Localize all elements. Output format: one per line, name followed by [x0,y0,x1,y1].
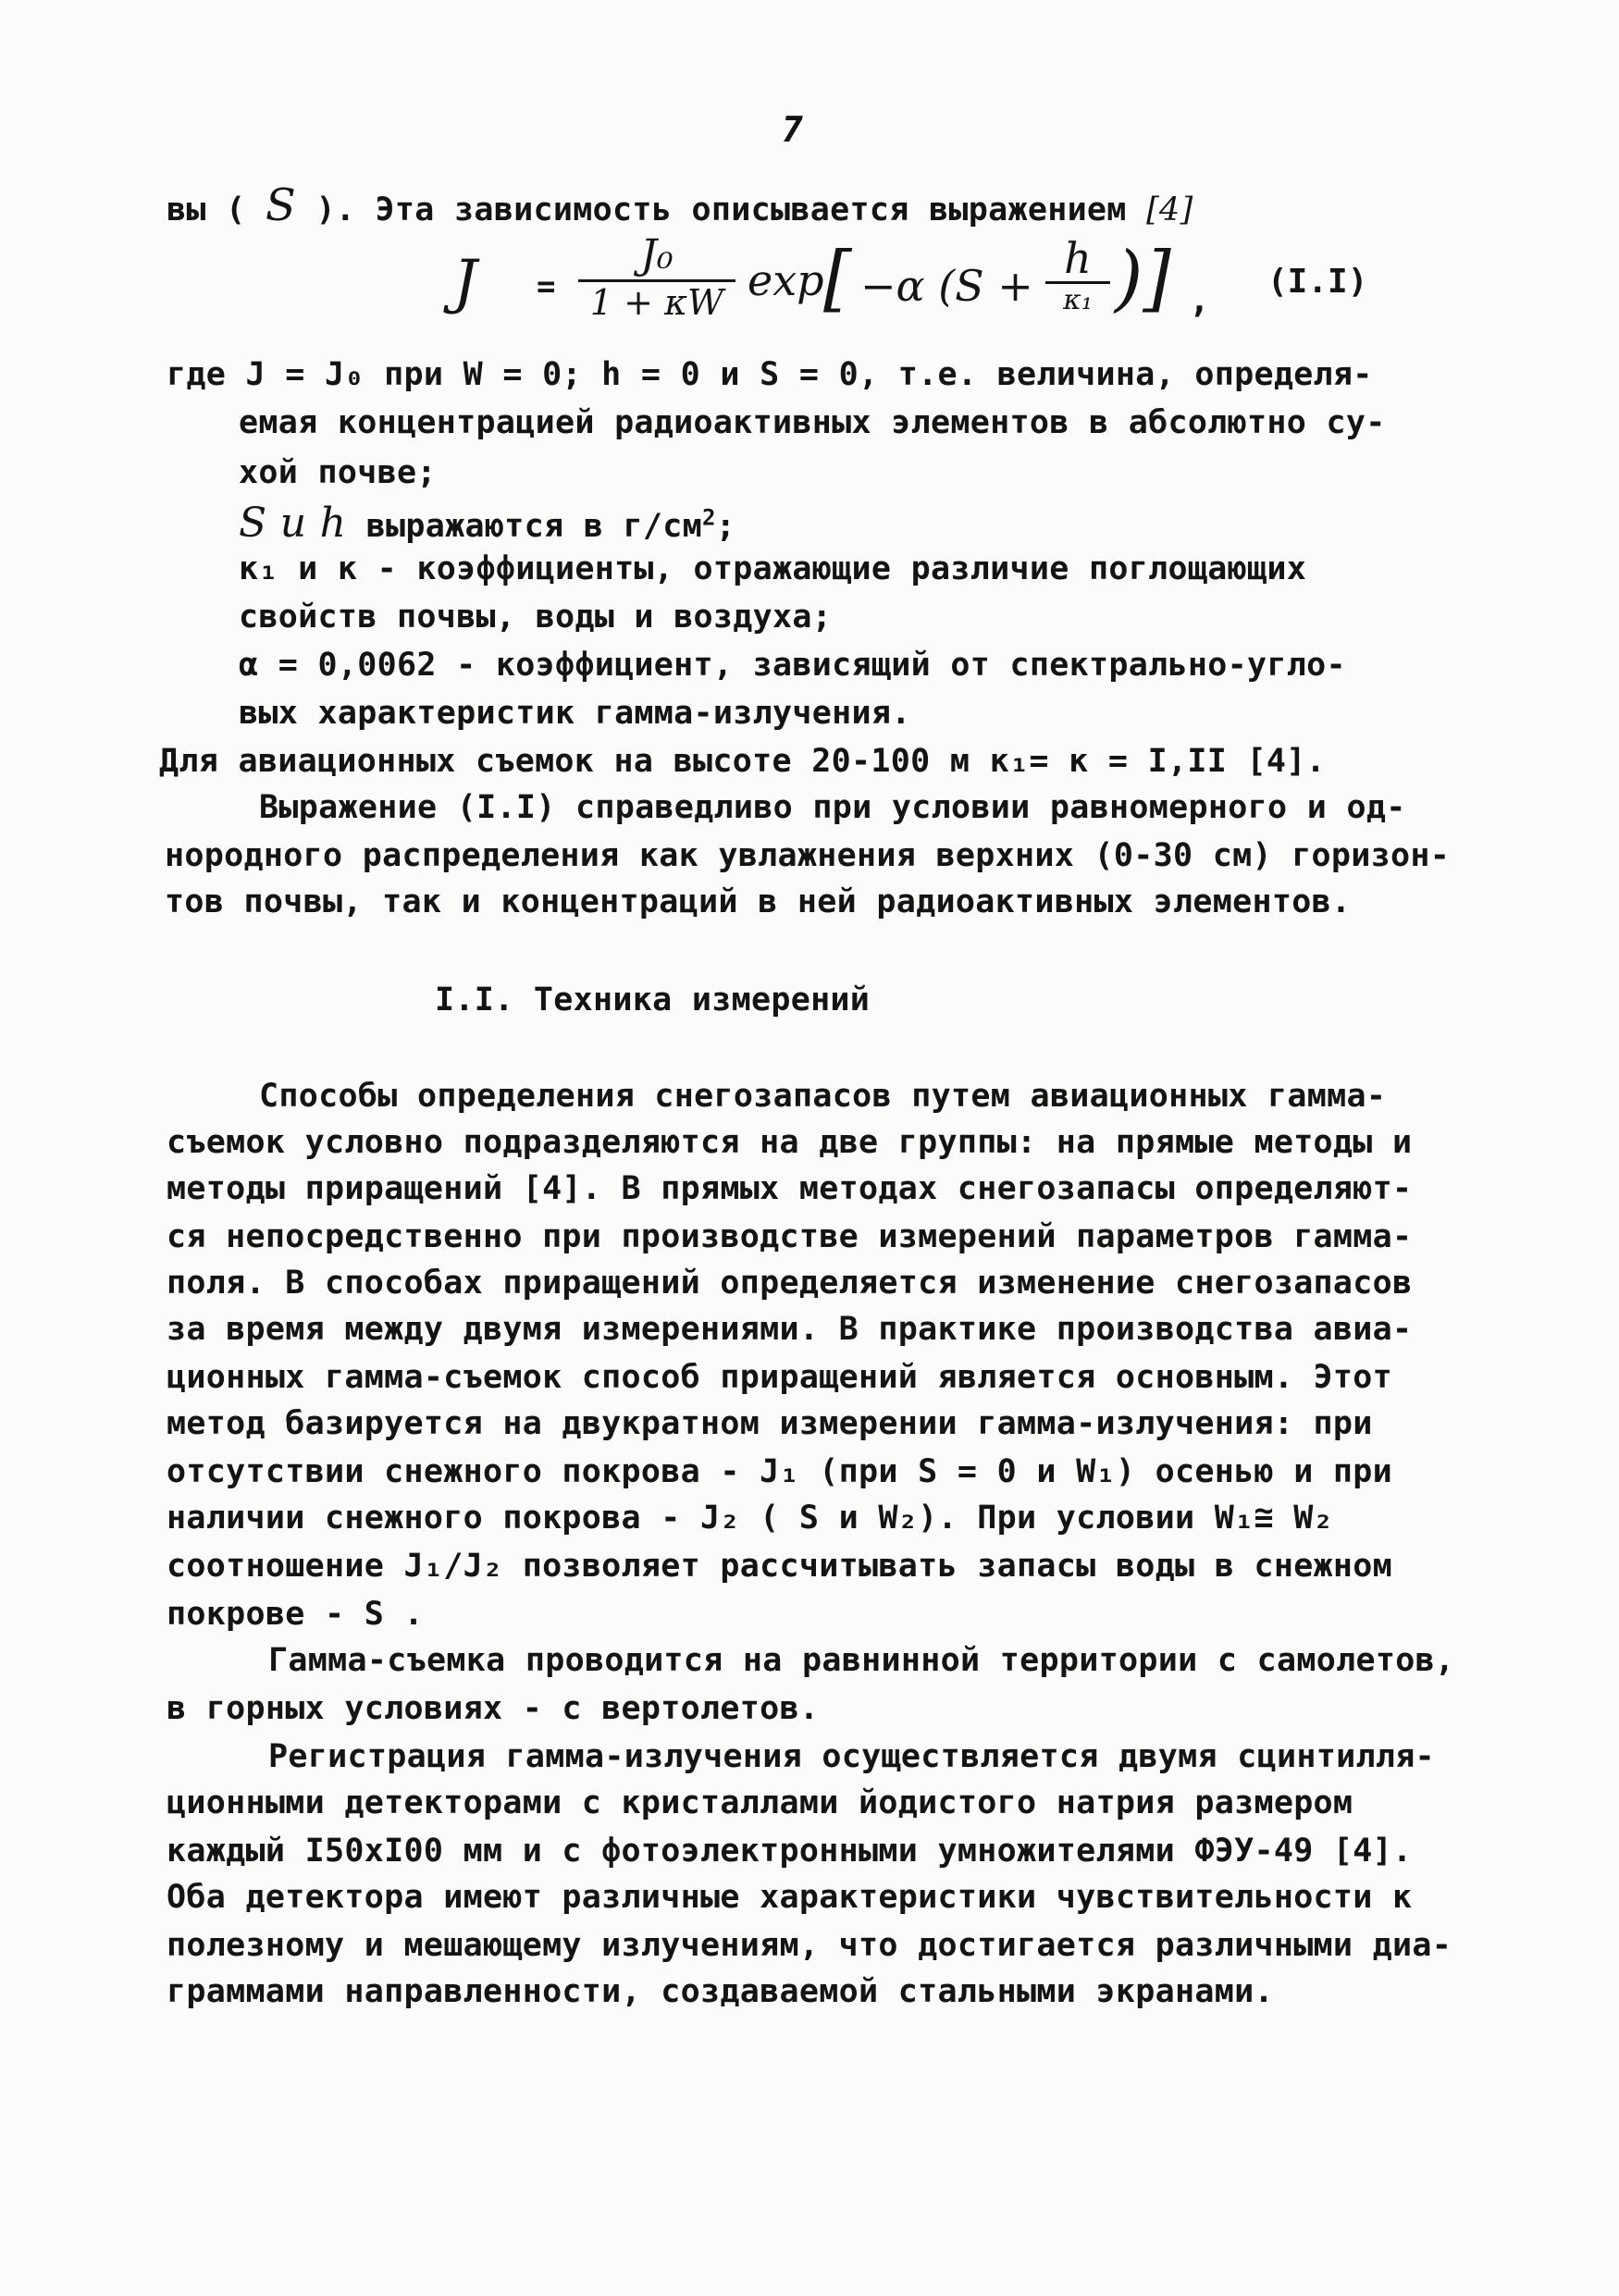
para4-line-6: граммами направленности, создаваемой стальными экранами. [167,1973,1274,2010]
definition-line-8: вых характеристик гамма-излучения. [239,695,911,732]
definition-line-5: κ₁ и κ - коэффициенты, отражающие различие поглощающих [239,550,1307,587]
para2-line-1: Способы определения снегозапасов путем авиационных гамма- [259,1078,1387,1115]
para2-line-11: соотношение J₁/J₂ позволяет рассчитывать запасы воды в снежном [167,1548,1393,1585]
definition-line-7: α = 0,0062 - коэффициент, зависящий от спектрально-угло- [239,647,1346,684]
formula-open-bracket: [ [823,237,852,320]
para2-line-9: отсутствии снежного покрова - J₁ (при S = 0 и W₁) осенью и при [167,1453,1393,1490]
intro-ref: [4] [1146,191,1193,228]
para1-line-1: Для авиационных съемок на высоте 20-100 м κ₁= κ = I,II [4]. [159,743,1326,780]
intro-text: ). Эта зависимость описывается выражением [315,191,1127,228]
para2-line-6: за время между двумя измерениями. В практике производства авиа- [167,1311,1413,1348]
para1-line-4: тов почвы, так и концентраций в ней радиоактивных элементов. [165,883,1352,920]
intro-symbol: S [265,179,297,231]
para4-line-5: полезному и мешающему излучениям, что достигается различными диа- [167,1927,1452,1964]
formula-label: (I.I) [1267,263,1368,301]
para1-line-2: Выражение (I.I) справедливо при условии равномерного и од- [259,789,1406,826]
definition-line-4 [239,500,736,547]
formula-frac2-numerator: h [1064,233,1092,283]
para4-line-2: ционными детекторами с кристаллами йодистого натрия размером [167,1784,1353,1821]
formula-close: )] [1115,237,1171,320]
para2-line-3: методы приращений [4]. В прямых методах снегозапасы определяют- [167,1170,1413,1207]
definition-line-1: где J = J₀ при W = 0; h = 0 и S = 0, т.е. величина, определя- [167,356,1373,393]
intro-prefix: вы ( [167,191,246,228]
formula-equals: = [537,268,556,305]
para2-line-5: поля. В способах приращений определяется изменение снегозапасов [167,1265,1413,1302]
para4-line-3: каждый I50xI00 мм и с фотоэлектронными умножителями ФЭУ-49 [4]. [167,1833,1413,1870]
definition-line-3: хой почве; [239,454,437,491]
definition-line-6: свойств почвы, воды и воздуха; [239,599,833,636]
para2-line-4: ся непосредственно при производстве измерений параметров гамма- [167,1218,1413,1255]
definition-units: выражаются в г/см [346,508,702,545]
section-heading: I.I. Техника измерений [435,981,871,1018]
formula-1-1 [453,231,1462,342]
formula-lhs: J [453,248,477,316]
para2-line-7: ционных гамма-съемок способ приращений является основным. Этот [167,1359,1393,1396]
definition-units-sup: 2 [702,504,716,531]
formula-comma: , [1189,279,1210,320]
page-number: 7 [782,109,803,150]
para3-line-2: в горных условиях - с вертолетов. [167,1690,820,1727]
para2-line-2: съемок условно подразделяются на две группы: на прямые методы и [167,1124,1413,1161]
para2-line-10: наличии снежного покрова - J₂ ( S и W₂). При условии W₁≅ W₂ [167,1500,1333,1537]
para1-line-3: нородного распределения как увлажнения верхних (0-30 см) горизон- [165,837,1451,874]
definition-line-2: емая концентрацией радиоактивных элементов в абсолютно су- [239,404,1386,441]
formula-exp: exp [748,255,824,305]
formula-inner-left: −α (S + [860,261,1033,311]
para4-line-1: Регистрация гамма-излучения осуществляется двумя сцинтилля- [268,1738,1435,1775]
formula-frac2-denominator: κ₁ [1063,284,1093,316]
formula-fraction [578,231,735,323]
intro-line [167,179,1193,231]
formula-fraction-2 [1045,233,1110,316]
definition-semicolon: ; [715,508,736,545]
formula-denominator: 1 + κW [589,282,724,323]
formula-numerator: J₀ [640,231,674,278]
definition-symbols: S и h [239,500,347,547]
para3-line-1: Гамма-съемка проводится на равнинной территории с самолетов, [268,1642,1455,1679]
para2-line-12: покрове - S . [167,1596,424,1633]
para4-line-4: Оба детектора имеют различные характеристики чувствительности к [167,1879,1413,1916]
para2-line-8: метод базируется на двукратном измерении гамма-излучения: при [167,1405,1373,1442]
